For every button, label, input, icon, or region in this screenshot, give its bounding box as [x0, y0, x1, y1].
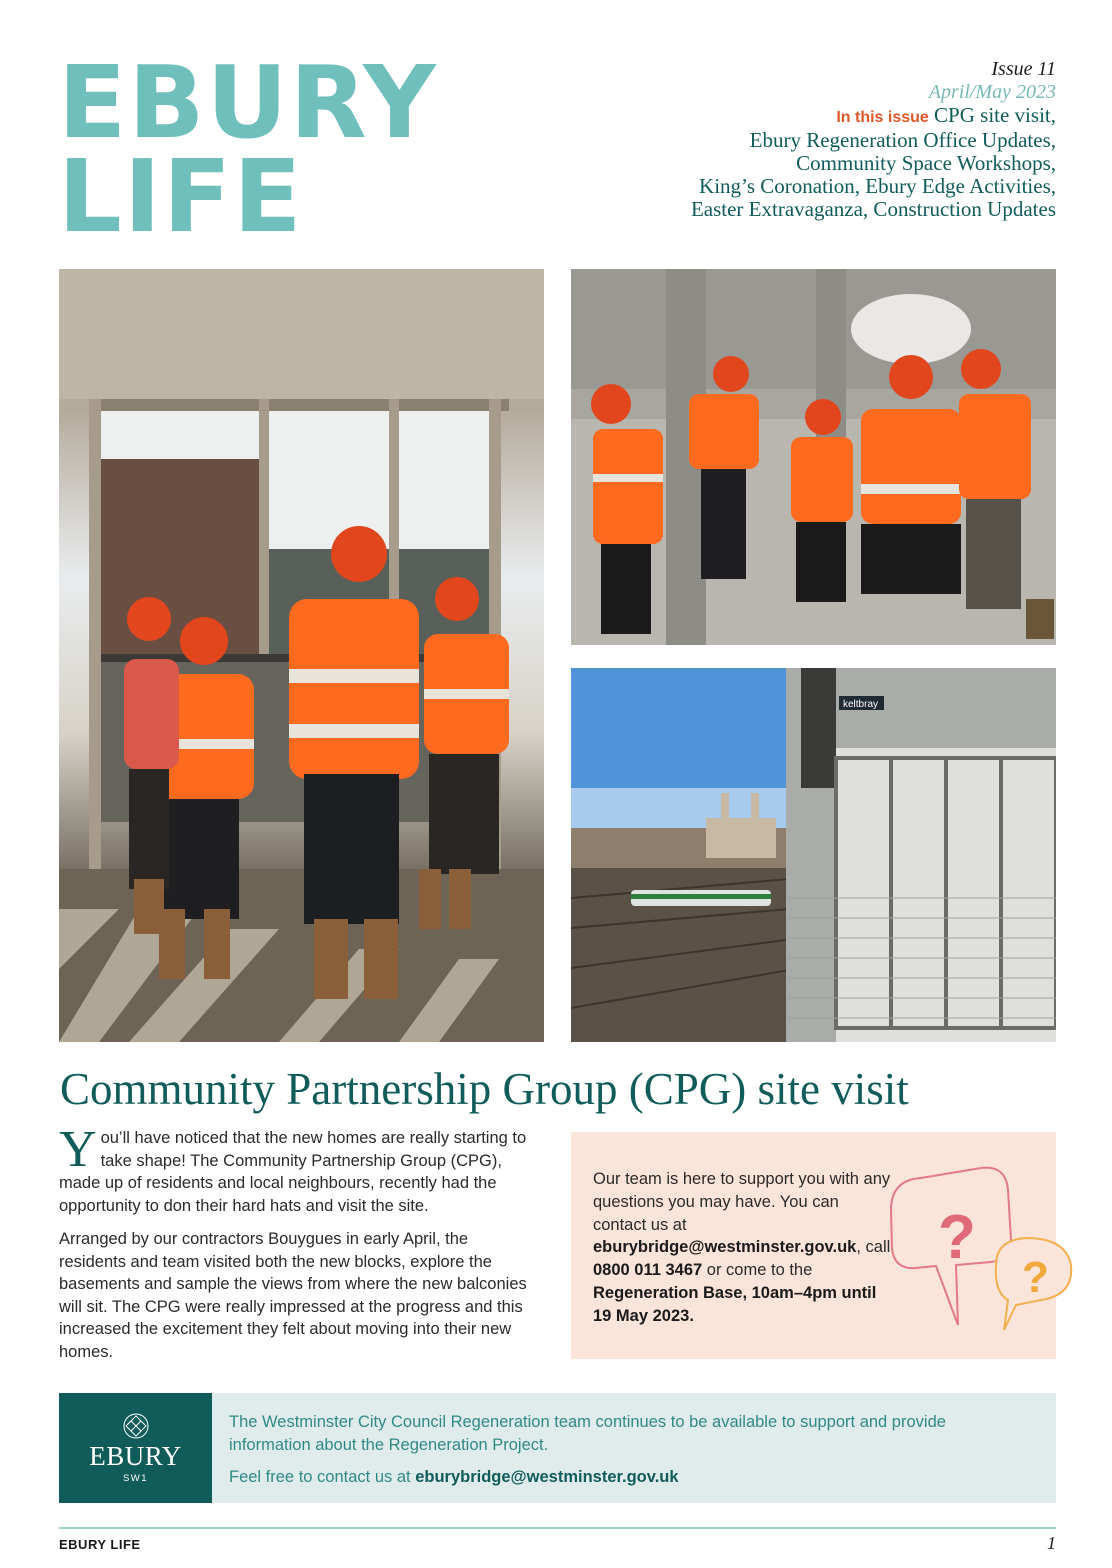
support-text	[593, 1168, 893, 1328]
logo-name: EBURY	[89, 1441, 182, 1471]
balcony-scene-illustration	[59, 269, 544, 1042]
banner-contact-prefix: Feel free to contact us at	[229, 1468, 411, 1486]
footer-title: EBURY LIFE	[59, 1537, 141, 1552]
topics-line-1: CPG site visit,	[934, 103, 1056, 127]
paragraph-1-text: ou’ll have noticed that the new homes are really starting to take shape! The Community Partnership Group (CPG), made up of residents and local neighbours, recently had the opportunity to don their hard hats and visit the site.	[59, 1129, 527, 1215]
question-bubbles-icon	[886, 1160, 1086, 1360]
support-call-prefix: call	[865, 1238, 891, 1257]
article-body	[59, 1121, 539, 1374]
footer-rule	[59, 1527, 1056, 1529]
support-intro: Our team is here to support you with any questions you may have. You can contact us at	[593, 1170, 891, 1234]
photo-site-visit-balcony	[59, 269, 544, 1042]
banner-text	[229, 1411, 1029, 1499]
article-paragraph-1	[59, 1121, 539, 1217]
view-scene-illustration	[571, 668, 1056, 1042]
keltbray-sign-text: keltbray	[843, 699, 879, 710]
topics-line-3: Community Space Workshops,	[796, 151, 1056, 175]
issue-date: April/May 2023	[928, 81, 1056, 103]
contact-banner	[59, 1393, 1056, 1503]
masthead-line-2: LIFE	[58, 138, 304, 255]
article-headline: Community Partnership Group (CPG) site visit	[60, 1064, 909, 1114]
issue-info	[536, 58, 1056, 221]
photo-balcony-view	[571, 668, 1056, 1042]
support-or-come: or come to the	[706, 1261, 813, 1280]
banner-email-link[interactable]: eburybridge@westminster.gov.uk	[415, 1468, 679, 1486]
masthead-line-1: EBURY	[58, 44, 438, 161]
support-comma: ,	[856, 1238, 861, 1257]
in-this-issue-label: In this issue	[836, 109, 929, 126]
question-mark-orange: ?	[1022, 1253, 1049, 1302]
banner-contact	[229, 1466, 1029, 1489]
page-number: 1	[1047, 1533, 1056, 1553]
ebury-emblem-icon	[123, 1413, 149, 1439]
support-base-hours: Regeneration Base, 10am–4pm until 19 May 2023.	[593, 1283, 877, 1325]
topics-line-4: King’s Coronation, Ebury Edge Activities,	[699, 174, 1056, 198]
basement-scene-illustration	[571, 269, 1056, 645]
question-mark-pink: ?	[938, 1203, 976, 1272]
topics-line-2: Ebury Regeneration Office Updates,	[749, 128, 1056, 152]
banner-line-1: The Westminster City Council Regeneration team continues to be available to support and provide information about the Regeneration Project.	[229, 1413, 946, 1454]
masthead	[58, 44, 438, 255]
logo-sub: SW1	[122, 1473, 149, 1484]
support-phone[interactable]: 0800 011 3467	[593, 1261, 703, 1280]
train	[631, 890, 771, 906]
issue-number: Issue 11	[991, 58, 1056, 80]
photo-site-visit-basement	[571, 269, 1056, 645]
support-callout	[571, 1132, 1056, 1359]
support-email-link[interactable]: eburybridge@westminster.gov.uk	[593, 1238, 857, 1257]
ebury-logo	[59, 1393, 212, 1503]
drop-cap: Y	[59, 1121, 97, 1178]
topics-line-5: Easter Extravaganza, Construction Updates	[690, 197, 1056, 221]
issue-topics	[536, 104, 1056, 129]
article-paragraph-2: Arranged by our contractors Bouygues in early April, the residents and team visited both the new blocks, explore the basements and sample the views from where the new balconies will sit. The CPG were really impressed at the progress and this increased the excitement they felt about moving into their new homes.	[59, 1230, 527, 1361]
